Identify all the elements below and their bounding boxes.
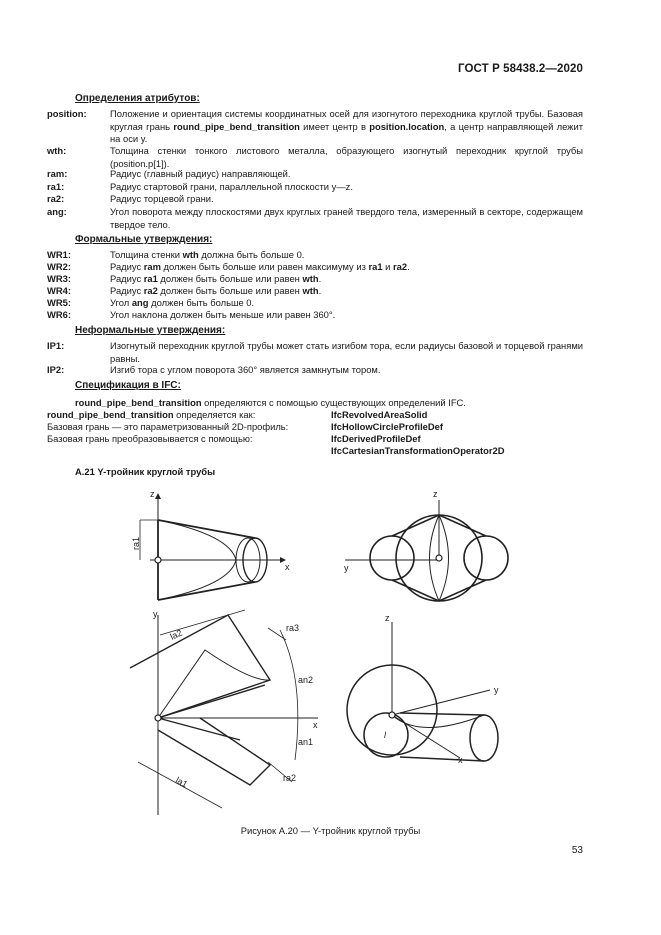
ifc-title: Спецификация в IFC: bbox=[75, 380, 181, 391]
label-y: y bbox=[344, 563, 349, 573]
ifc-row-left: Базовая грань — это параметризованный 2D-профиль: bbox=[47, 421, 289, 432]
attr-key: ram: bbox=[47, 168, 68, 179]
figure-caption: Рисунок А.20 — Y-тройник круглой трубы bbox=[240, 825, 421, 836]
label-z: z bbox=[385, 613, 390, 623]
ifc-row-left: round_pipe_bend_transition определяется как: bbox=[47, 409, 256, 420]
wr-key: WR5: bbox=[47, 297, 71, 308]
wr-value: Угол наклона должен быть меньше или равен 360°. bbox=[110, 309, 336, 320]
side-view bbox=[140, 494, 285, 600]
wr-value: Угол ang должен быть больше 0. bbox=[110, 297, 255, 308]
attr-value: Радиус стартовой грани, параллельной плоскости y—z. bbox=[110, 181, 353, 192]
wr-key: WR2: bbox=[47, 261, 71, 272]
ifc-row-right: IfcDerivedProfileDef bbox=[331, 433, 421, 444]
label-an1: an1 bbox=[298, 737, 314, 747]
attributes-title: Определения атрибутов: bbox=[75, 93, 200, 104]
label-ra2: ra2 bbox=[283, 773, 297, 783]
label-y: y bbox=[494, 685, 499, 695]
ifc-intro: round_pipe_bend_transition определяются с помощью существующих определений IFC. bbox=[75, 397, 466, 408]
label-x: x bbox=[458, 755, 463, 765]
wr-key: WR4: bbox=[47, 285, 71, 296]
ifc-row-right: IfcCartesianTransformationOperator2D bbox=[331, 445, 505, 456]
ip-key: IP2: bbox=[47, 364, 65, 375]
attr-value: Угол поворота между плоскостями двух круглых граней твердого тела, измеренный в секторе, содержащем твердое тело. bbox=[110, 206, 583, 230]
iso-view bbox=[347, 622, 498, 761]
label-la1: la1 bbox=[174, 774, 190, 790]
document-standard-header: ГОСТ Р 58438.2—2020 bbox=[458, 63, 583, 75]
attr-value: Толщина стенки тонкого листового металла, образующего изогнутый переходник круглой трубы (position.p[1]). bbox=[110, 145, 583, 169]
label-ra1: ra1 bbox=[131, 536, 141, 550]
wr-key: WR3: bbox=[47, 273, 71, 284]
label-ra3: ra3 bbox=[286, 623, 300, 633]
label-an2: an2 bbox=[298, 675, 314, 685]
ip-value: Изогнутый переходник круглой трубы может стать изгибом тора, если радиусы базовой и торцевой гранями равны. bbox=[110, 340, 583, 364]
ip-value: Изгиб тора с углом поворота 360° является замкнутым тором. bbox=[110, 364, 381, 375]
front-view bbox=[345, 500, 508, 601]
wr-value: Радиус ra2 должен быть больше или равен wth. bbox=[110, 285, 322, 296]
wr-value: Радиус ram должен быть больше или равен максимуму из ra1 и ra2. bbox=[110, 261, 410, 272]
label-x: x bbox=[313, 720, 318, 730]
attr-key: position: bbox=[47, 108, 87, 119]
label-l: l bbox=[384, 730, 386, 740]
attr-value: Положение и ориентация системы координатных осей для изогнутого переходника круглой трубы. Базовая круглая грань round_pipe_bend_transition имеет центр в position.location, а центр направляющей лежит на оси y. bbox=[110, 108, 583, 145]
page-number: 53 bbox=[571, 845, 583, 856]
attr-key: ang: bbox=[47, 206, 67, 217]
plan-view bbox=[130, 610, 318, 815]
wr-value: Толщина стенки wth должна быть больше 0. bbox=[110, 249, 305, 260]
informal-title: Неформальные утверждения: bbox=[75, 325, 226, 336]
label-y: y bbox=[153, 609, 158, 619]
wr-key: WR6: bbox=[47, 309, 71, 320]
label-la2: la2 bbox=[168, 627, 184, 642]
formal-title: Формальные утверждения: bbox=[75, 234, 213, 245]
ifc-row-left: Базовая грань преобразовывается с помощью: bbox=[47, 433, 253, 444]
ip-key: IP1: bbox=[47, 340, 65, 351]
label-z: z bbox=[150, 489, 155, 499]
wr-value: Радиус ra1 должен быть больше или равен wth. bbox=[110, 273, 322, 284]
attr-value: Радиус торцевой грани. bbox=[110, 193, 214, 204]
attr-value: Радиус (главный радиус) направляющей. bbox=[110, 168, 291, 179]
ifc-row-right: IfcHollowCircleProfileDef bbox=[331, 421, 444, 432]
label-x: x bbox=[285, 562, 290, 572]
attr-key: ra2: bbox=[47, 193, 65, 204]
attr-key: wth: bbox=[47, 145, 67, 156]
wr-key: WR1: bbox=[47, 249, 71, 260]
ifc-row-right: IfcRevolvedAreaSolid bbox=[331, 409, 428, 420]
attr-key: ra1: bbox=[47, 181, 65, 192]
label-z: z bbox=[433, 489, 438, 499]
section-title: А.21 Y-тройник круглой трубы bbox=[75, 466, 216, 477]
